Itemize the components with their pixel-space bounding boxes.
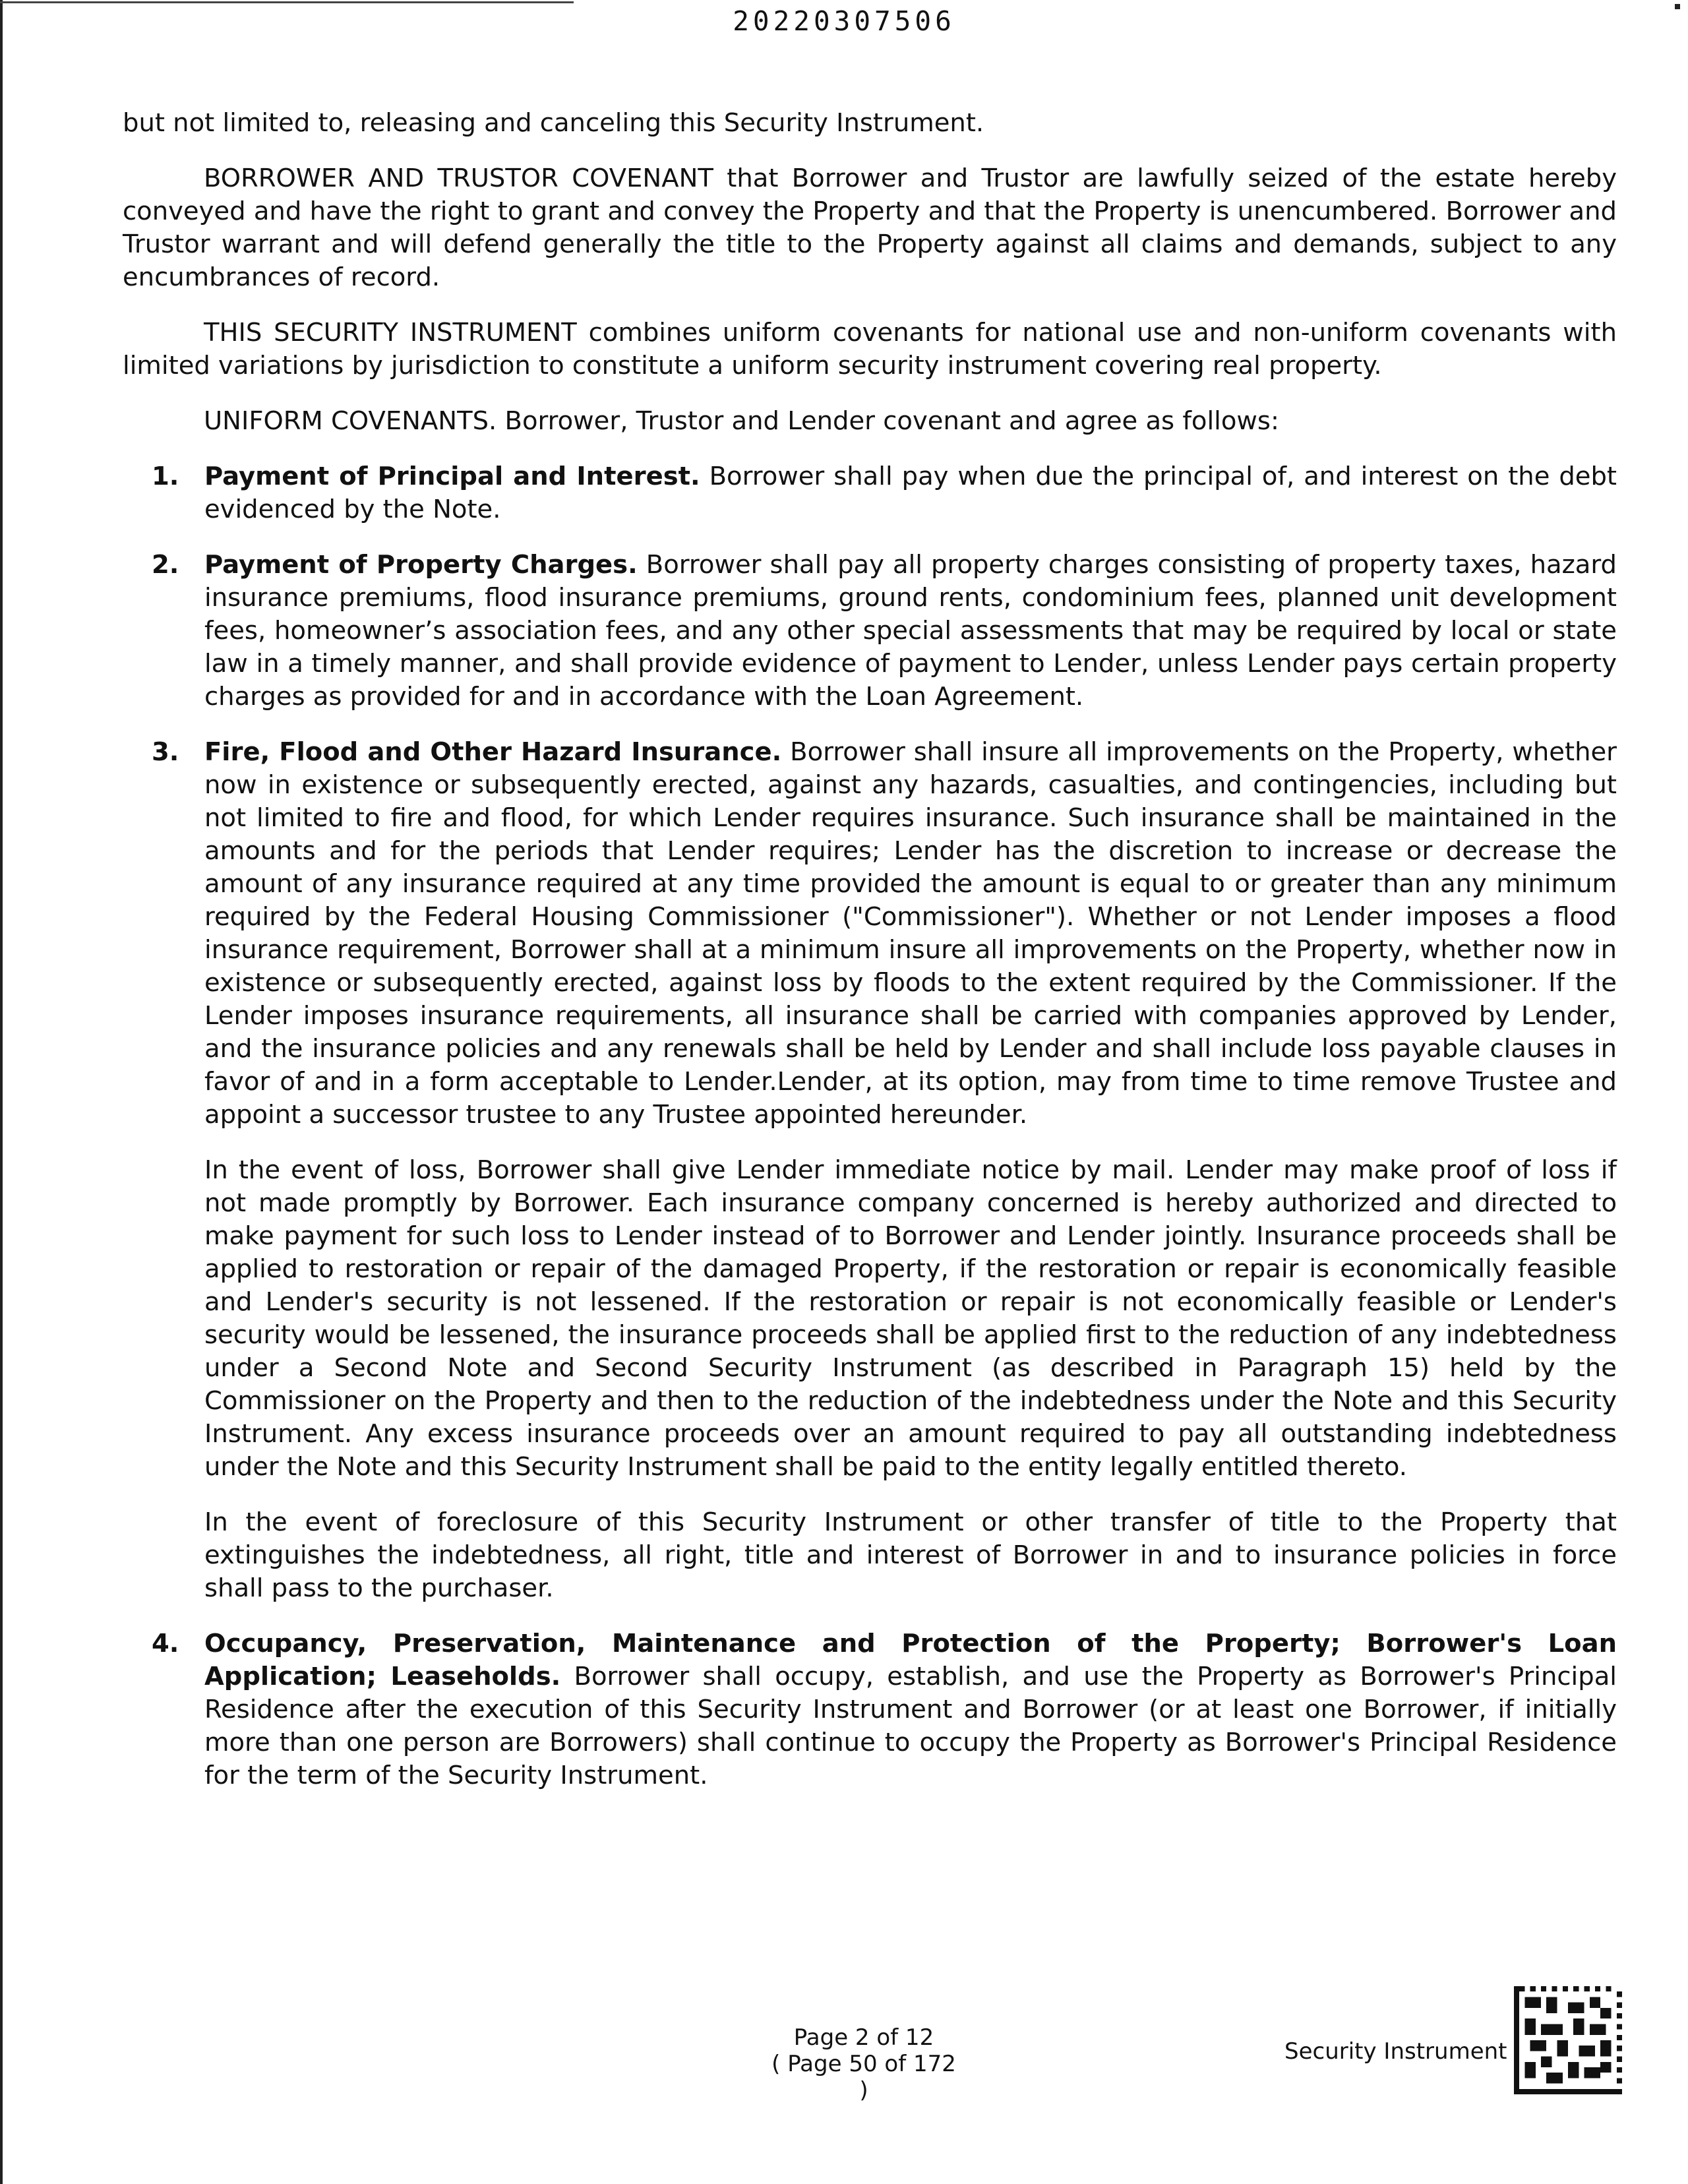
section-heading: Fire, Flood and Other Hazard Insurance. <box>204 737 782 767</box>
uniform-covenants-intro: UNIFORM COVENANTS. Borrower, Trustor and Lender covenant and agree as follows: <box>204 406 1279 436</box>
page-of-package: ( Page 50 of 172 ) <box>771 2051 956 2104</box>
section-text: Borrower shall pay when due the principal of, and interest on the debt evidenced by the Note. <box>204 462 1617 524</box>
recording-number: 20220307506 <box>733 5 955 37</box>
section-text: Borrower shall pay all property charges consisting of property taxes, hazard insurance premiums, flood insurance premiums, ground rents, condominium fees, planned unit development fees, homeowner’s association fees, and any other special assessments that may be required by local or state law in a timely manner, and shall provide evidence of payment to Lender, unless Lender pays certain property charges as provided for and in accordance with the Loan Agreement. <box>204 550 1617 712</box>
section-heading: Payment of Property Charges. <box>204 550 638 580</box>
scan-top-rule <box>0 1 574 3</box>
section-number: 3. <box>152 737 179 767</box>
section-number: 4. <box>152 1629 179 1658</box>
section-4 <box>123 1627 1617 1792</box>
section-1 <box>123 460 1617 526</box>
section-text: Borrower shall insure all improvements on the Property, whether now in existence or subsequently erected, against any hazards, casualties, and contingencies, including but not limited to fire and flood, for which Lender requires insurance. Such insurance shall be maintained in the amounts and for the periods that Lender requires; Lender has the discretion to increase or decrease the amount of any insurance required at any time provided the amount is equal to or greater than any minimum required by the Federal Housing Commissioner ("Commissioner"). Whether or not Lender imposes a flood insurance requirement, Borrower shall at a minimum insure all improvements on the Property, whether now in existence or subsequently erected, against loss by floods to the extent required by the Commissioner. If the Lender imposes insurance requirements, all insurance shall be carried with companies approved by Lender, and the insurance policies and any renewals shall be held by Lender and shall include loss payable clauses in favor of and in a form acceptable to Lender.Lender, at its option, may from time to time remove Trustee and appoint a successor trustee to any Trustee appointed hereunder. <box>204 737 1617 1130</box>
section-text: Borrower shall occupy, establish, and use the Property as Borrower's Principal Residence after the execution of this Security Instrument and Borrower (or at least one Borrower, if initially more than one person are Borrowers) shall continue to occupy the Property as Borrower's Principal Residence for the term of the Security Instrument. <box>204 1662 1617 1790</box>
section-paragraph <box>204 549 1617 713</box>
section-3 <box>123 736 1617 1605</box>
section-paragraph <box>204 460 1617 526</box>
footer-document-title: Security Instrument <box>1284 2038 1507 2065</box>
covenant-paragraph: BORROWER AND TRUSTOR COVENANT that Borrower and Trustor are lawfully seized of the estate hereby conveyed and have the right to grant and convey the Property and that the Property is unencumbered. Borrower and Trustor warrant and will defend generally the title to the Property against all claims and demands, subject to any encumbrances of record. <box>123 164 1617 292</box>
foreclosure-paragraph: In the event of foreclosure of this Security Instrument or other transfer of title to the Property that extinguishes the indebtedness, all right, title and interest of Borrower in and to insurance policies in force shall pass to the purchaser. <box>204 1507 1617 1603</box>
section-heading: Occupancy, Preservation, Maintenance and Protection of the Property; Borrower's Loan Application; Leaseholds. <box>204 1629 1617 1691</box>
datamatrix-barcode-icon <box>1514 1986 1622 2094</box>
document-body <box>123 107 1617 1815</box>
instrument-paragraph: THIS SECURITY INSTRUMENT combines uniform covenants for national use and non-uniform covenants with limited variations by jurisdiction to constitute a uniform security instrument covering real property. <box>123 318 1617 380</box>
section-heading: Payment of Principal and Interest. <box>204 462 700 491</box>
page-of-section: Page 2 of 12 <box>793 2024 934 2051</box>
section-number: 2. <box>152 550 179 580</box>
continuation-text: but not limited to, releasing and canceling this Security Instrument. <box>123 108 984 138</box>
scan-left-border <box>0 0 3 2184</box>
loss-paragraph: In the event of loss, Borrower shall give Lender immediate notice by mail. Lender may make proof of loss if not made promptly by Borrower. Each insurance company concerned is hereby authorized and directed to make payment for such loss to Lender instead of to Borrower and Lender jointly. Insurance proceeds shall be applied to restoration or repair of the damaged Property, if the restoration or repair is economically feasible and Lender's security is not lessened. If the restoration or repair is not economically feasible or Lender's security would be lessened, the insurance proceeds shall be applied first to the reduction of any indebtedness under a Second Note and Second Security Instrument (as described in Paragraph 15) held by the Commissioner on the Property and then to the reduction of the indebtedness under the Note and this Security Instrument. Any excess insurance proceeds over an amount required to pay all outstanding indebtedness under the Note and this Security Instrument shall be paid to the entity legally entitled thereto. <box>204 1155 1617 1482</box>
section-number: 1. <box>152 462 179 491</box>
section-paragraph <box>204 736 1617 1132</box>
page-number <box>765 2024 963 2104</box>
section-2 <box>123 549 1617 713</box>
section-paragraph <box>204 1627 1617 1792</box>
